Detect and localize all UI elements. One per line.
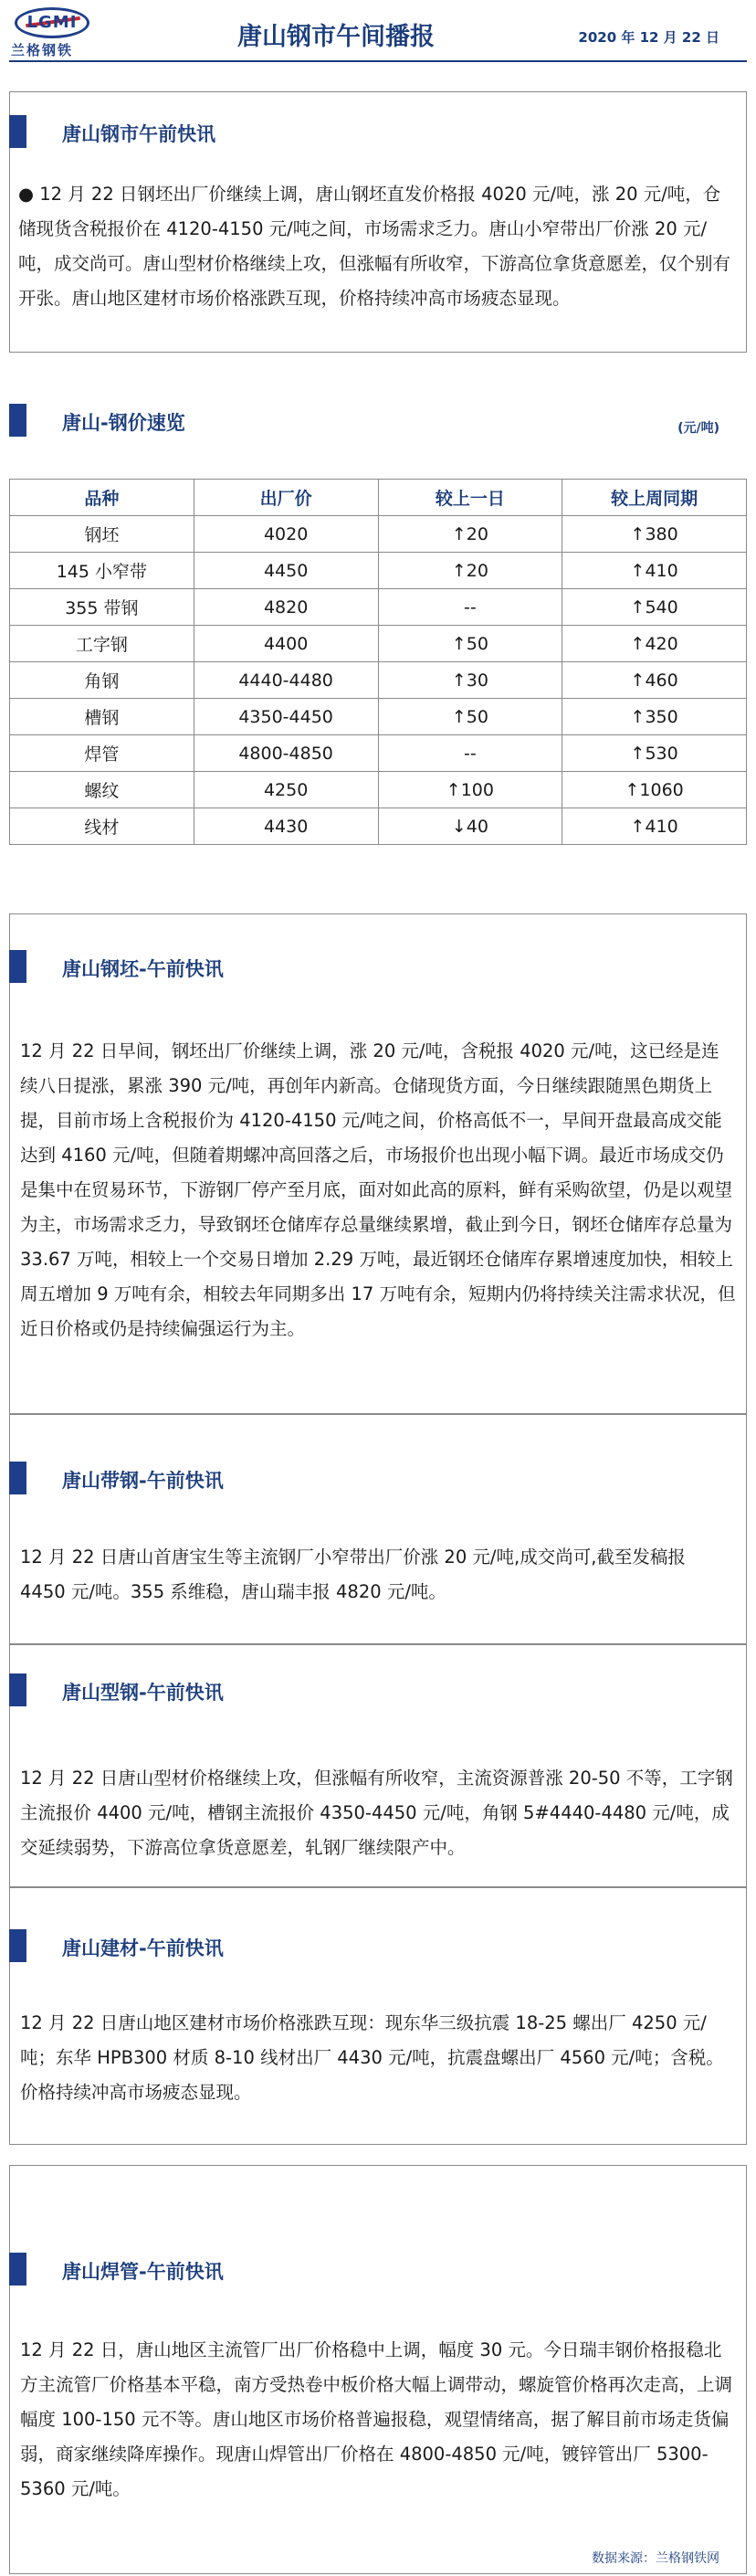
logo-brand: 兰格钢铁: [11, 42, 74, 58]
column-header: 出厂价: [194, 480, 378, 516]
section-title: 唐山钢坯-午前快讯: [62, 958, 224, 980]
price-table: [9, 479, 747, 845]
cell-week-change: ↑460: [562, 662, 747, 699]
cell-day-change: ↑50: [378, 626, 562, 662]
table-row: [10, 516, 747, 553]
section-marker-icon: [9, 1462, 26, 1494]
logo-text: LGMI: [26, 13, 78, 32]
cell-product: 线材: [10, 808, 194, 845]
price-unit: (元/吨): [677, 421, 719, 436]
section-title: 唐山-钢价速览: [62, 412, 185, 434]
cell-day-change: --: [378, 735, 562, 772]
report-header: [0, 0, 756, 60]
cell-product: 工字钢: [10, 626, 194, 662]
report-date: 2020 年 12 月 22 日: [578, 29, 719, 46]
section-title: 唐山焊管-午前快讯: [62, 2261, 224, 2283]
section-marker-icon: [9, 115, 26, 148]
cell-factory-price: 4250: [194, 772, 378, 808]
cell-product: 螺纹: [10, 772, 194, 808]
cell-product: 槽钢: [10, 699, 194, 735]
cell-week-change: ↑410: [562, 808, 747, 845]
strip-frame: [9, 1414, 747, 1644]
data-source: 数据来源：兰格钢铁网: [592, 2551, 719, 2566]
cell-factory-price: 4020: [194, 516, 378, 553]
table-row: [10, 808, 747, 845]
cell-product: 焊管: [10, 735, 194, 772]
section-marker-icon: [9, 1673, 26, 1706]
table-row: [10, 699, 747, 735]
cell-factory-price: 4440-4480: [194, 662, 378, 699]
market-news-body: ● 12 月 22 日钢坯出厂价继续上调，唐山钢坯直发价格报 4020 元/吨，涨 20 元/吨，仓储现货含税报价在 4120-4150 元/吨之间，市场需求乏力。唐山小窄带出厂价涨 20 元/吨，成交尚可。唐山型材价格继续上攻，但涨幅有所收窄，下游高位拿货意愿差，仅个别有开张。唐山地区建材市场价格涨跌互现，价格持续冲高市场疲态显现。: [18, 184, 731, 309]
page-title: 唐山钢市午间播报: [237, 23, 435, 51]
cell-factory-price: 4820: [194, 589, 378, 626]
billet-body: 12 月 22 日早间，钢坯出厂价继续上调，涨 20 元/吨，含税报 4020 元/吨，这已经是连续八日提涨，累涨 390 元/吨，再创年内新高。仓储现货方面，今日继续跟随黑色期货上提，目前市场上含税报价为 4120-4150 元/吨之间，价格高低不一，早间开盘最高成交能达到 4160 元/吨，但随着期螺冲高回落之后，市场报价也出现小幅下调。最近市场成交仍是集中在贸易环节，下游钢厂停产至月底，面对如此高的原料，鲜有采购欲望，仍是以观望为主，市场需求乏力，导致钢坯仓储库存总量继续累增，截止到今日，钢坯仓储库存总量为 33.67 万吨，相较上一个交易日增加 2.29 万吨，最近钢坯仓储库存累增速度加快，相较上周五增加 9 万吨有余，相较去年同期多出 17 万吨有余，短期内仍将持续关注需求状况，但近日价格或仍是持续偏强运行为主。: [20, 1040, 736, 1339]
table-row: [10, 553, 747, 589]
cell-week-change: ↑540: [562, 589, 747, 626]
column-header: 较上周同期: [562, 480, 747, 516]
section-title: 唐山带钢-午前快讯: [62, 1470, 224, 1492]
cell-week-change: ↑350: [562, 699, 747, 735]
cell-product: 145 小窄带: [10, 553, 194, 589]
cell-week-change: ↑410: [562, 553, 747, 589]
section-marker-icon: [9, 404, 26, 437]
cell-day-change: ↓40: [378, 808, 562, 845]
section-marker-icon: [9, 950, 26, 983]
cell-day-change: ↑50: [378, 699, 562, 735]
table-row: [10, 735, 747, 772]
strip-body: 12 月 22 日唐山首唐宝生等主流钢厂小窄带出厂价涨 20 元/吨,成交尚可,截至发稿报 4450 元/吨。355 系维稳，唐山瑞丰报 4820 元/吨。: [20, 1547, 686, 1602]
cell-factory-price: 4400: [194, 626, 378, 662]
cell-product: 355 带钢: [10, 589, 194, 626]
column-header: 品种: [10, 480, 194, 516]
cell-week-change: ↑420: [562, 626, 747, 662]
section-marker-icon: [9, 2253, 26, 2286]
cell-factory-price: 4350-4450: [194, 699, 378, 735]
cell-factory-price: 4800-4850: [194, 735, 378, 772]
table-row: [10, 772, 747, 808]
table-row: [10, 662, 747, 699]
section-title: 唐山型钢-午前快讯: [62, 1682, 224, 1704]
pipe-body: 12 月 22 日，唐山地区主流管厂出厂价格稳中上调，幅度 30 元。今日瑞丰钢价格报稳北方主流管厂价格基本平稳，南方受热卷中板价格大幅上调带动，螺旋管价格再次走高，上调幅度 100-150 元不等。唐山地区市场价格普遍报稳，观望情绪高，据了解目前市场走货偏弱，商家继续降库操作。现唐山焊管出厂价格在 4800-4850 元/吨，镀锌管出厂 5300-5360 元/吨。: [20, 2339, 733, 2499]
cell-product: 角钢: [10, 662, 194, 699]
header-divider: [9, 60, 747, 62]
cell-factory-price: 4430: [194, 808, 378, 845]
cell-day-change: --: [378, 589, 562, 626]
construction-body: 12 月 22 日唐山地区建材市场价格涨跌互现：现东华三级抗震 18-25 螺出厂 4250 元/吨；东华 HPB300 材质 8-10 线材出厂 4430 元/吨，抗震盘螺出厂 4560 元/吨；含税。价格持续冲高市场疲态显现。: [20, 2012, 724, 2103]
table-row: [10, 626, 747, 662]
cell-day-change: ↑100: [378, 772, 562, 808]
section-title: 唐山建材-午前快讯: [62, 1937, 224, 1959]
table-row: [10, 589, 747, 626]
cell-week-change: ↑530: [562, 735, 747, 772]
cell-week-change: ↑380: [562, 516, 747, 553]
price-table-body: [10, 516, 747, 845]
cell-product: 钢坯: [10, 516, 194, 553]
cell-day-change: ↑30: [378, 662, 562, 699]
cell-week-change: ↑1060: [562, 772, 747, 808]
section-title: 唐山钢市午前快讯: [62, 123, 215, 145]
table-header-row: [10, 480, 747, 516]
cell-day-change: ↑20: [378, 553, 562, 589]
section-marker-icon: [9, 1929, 26, 1962]
section-steel-body: 12 月 22 日唐山型材价格继续上攻，但涨幅有所收窄，主流资源普涨 20-50 不等，工字钢主流报价 4400 元/吨，槽钢主流报价 4350-4450 元/吨，角钢 5#4440-4480 元/吨，成交延续弱势，下游高位拿货意愿差，轧钢厂继续限产中。: [20, 1768, 733, 1858]
column-header: 较上一日: [378, 480, 562, 516]
lange-logo: [7, 7, 99, 58]
cell-factory-price: 4450: [194, 553, 378, 589]
cell-day-change: ↑20: [378, 516, 562, 553]
